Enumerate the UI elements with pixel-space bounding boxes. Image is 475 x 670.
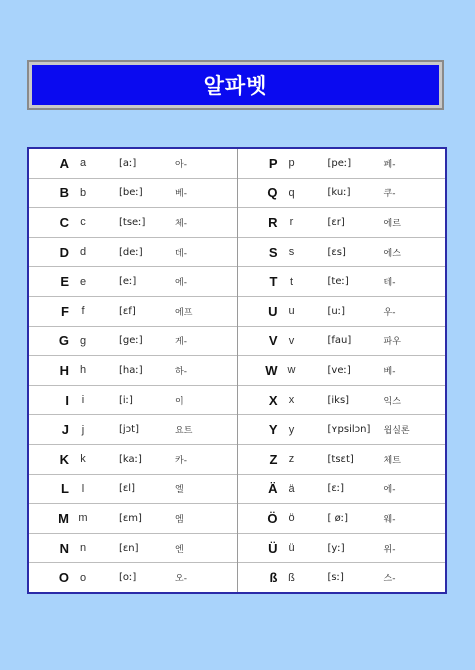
korean-reading: 위- xyxy=(383,544,396,555)
uppercase-letter: Z xyxy=(269,451,278,467)
pronunciation: [ɛf] xyxy=(119,305,136,317)
uppercase-letter: M xyxy=(58,510,69,526)
uppercase-letter: H xyxy=(59,362,69,378)
pronunciation: [sː] xyxy=(327,572,344,584)
pronunciation: [fau] xyxy=(327,335,352,347)
lowercase-letter: c xyxy=(80,216,86,229)
korean-reading: 쿠- xyxy=(383,189,396,200)
korean-reading: 하- xyxy=(175,366,187,377)
uppercase-letter: V xyxy=(268,333,278,349)
korean-reading: 데- xyxy=(175,248,187,259)
uppercase-letter: X xyxy=(268,392,278,408)
korean-reading: 아- xyxy=(175,159,187,170)
uppercase-letter: E xyxy=(60,274,69,290)
table-row xyxy=(29,179,237,209)
pronunciation: [geː] xyxy=(119,335,143,347)
pronunciation: [ øː] xyxy=(327,512,348,524)
korean-reading: 베- xyxy=(383,366,396,377)
pronunciation: [jɔt] xyxy=(119,424,139,436)
title-frame xyxy=(27,60,444,110)
pronunciation: [ɛː] xyxy=(327,483,345,495)
lowercase-letter: y xyxy=(288,423,295,436)
pronunciation: [oː] xyxy=(119,572,137,584)
pronunciation: [eː] xyxy=(119,276,137,288)
table-row xyxy=(238,475,446,505)
table-row xyxy=(238,415,446,445)
pronunciation: [aː] xyxy=(119,157,137,169)
korean-reading: 게- xyxy=(175,337,187,348)
table-row xyxy=(238,238,446,268)
lowercase-letter: t xyxy=(289,275,294,288)
table-row xyxy=(238,504,446,534)
table-row xyxy=(238,563,446,592)
lowercase-letter: b xyxy=(79,186,87,199)
table-row xyxy=(29,386,237,416)
uppercase-letter: S xyxy=(268,244,278,260)
pronunciation: [tsɛt] xyxy=(327,453,354,465)
lowercase-letter: r xyxy=(289,216,294,229)
korean-reading: 체트 xyxy=(383,455,401,466)
uppercase-letter: Ö xyxy=(267,510,278,526)
pronunciation: [tseː] xyxy=(119,216,146,228)
table-row xyxy=(29,445,237,475)
lowercase-letter: x xyxy=(288,394,295,407)
korean-reading: 체- xyxy=(175,218,187,229)
lowercase-letter: h xyxy=(79,364,87,377)
korean-reading: 우- xyxy=(383,307,396,318)
pronunciation: [ɛl] xyxy=(119,483,135,495)
table-row xyxy=(238,534,446,564)
pronunciation: [ɛn] xyxy=(119,542,139,554)
korean-reading: 윕실론 xyxy=(383,426,410,437)
table-row xyxy=(238,327,446,357)
korean-reading: 엠 xyxy=(175,514,184,525)
table-row xyxy=(29,475,237,505)
table-row xyxy=(29,504,237,534)
lowercase-letter: i xyxy=(81,394,85,407)
table-row xyxy=(29,149,237,179)
korean-reading: 엘 xyxy=(175,485,184,496)
alphabet-column-right xyxy=(237,149,446,592)
korean-reading: 엔 xyxy=(175,544,184,555)
korean-reading: 익스 xyxy=(383,396,401,407)
uppercase-letter: F xyxy=(61,303,69,319)
table-row xyxy=(238,445,446,475)
table-row xyxy=(238,208,446,238)
page-title: 알파벳 xyxy=(203,74,268,98)
uppercase-letter: C xyxy=(59,214,69,230)
pronunciation: [yː] xyxy=(327,542,345,554)
lowercase-letter: s xyxy=(288,246,295,259)
uppercase-letter: R xyxy=(268,214,278,230)
lowercase-letter: ß xyxy=(288,571,295,584)
uppercase-letter: J xyxy=(61,422,69,438)
uppercase-letter: Ä xyxy=(268,481,278,497)
korean-reading: 에프 xyxy=(175,307,193,318)
pronunciation: [ɛm] xyxy=(119,512,142,524)
lowercase-letter: z xyxy=(288,453,295,466)
korean-reading: 에르 xyxy=(383,218,401,229)
lowercase-letter: ö xyxy=(288,512,295,525)
uppercase-letter: A xyxy=(59,155,69,171)
uppercase-letter: T xyxy=(269,274,278,290)
korean-reading: 테- xyxy=(383,278,396,289)
uppercase-letter: P xyxy=(268,155,278,171)
korean-reading: 이 xyxy=(175,396,184,407)
uppercase-letter: ß xyxy=(269,570,278,586)
korean-reading: 요트 xyxy=(175,426,193,437)
table-row xyxy=(238,179,446,209)
korean-reading: 에- xyxy=(383,485,396,496)
uppercase-letter: B xyxy=(59,185,69,201)
korean-reading: 카- xyxy=(175,455,187,466)
pronunciation: [haː] xyxy=(119,364,143,376)
pronunciation: [iː] xyxy=(119,394,133,406)
korean-reading: 스- xyxy=(383,574,396,585)
lowercase-letter: a xyxy=(79,157,87,170)
uppercase-letter: D xyxy=(59,244,69,260)
korean-reading: 베- xyxy=(175,189,187,200)
table-row xyxy=(238,297,446,327)
alphabet-column-left xyxy=(29,149,237,592)
uppercase-letter: L xyxy=(61,481,69,497)
pronunciation: [kuː] xyxy=(327,187,351,199)
lowercase-letter: e xyxy=(79,275,87,288)
table-row xyxy=(29,563,237,592)
table-row xyxy=(238,267,446,297)
table-row xyxy=(29,327,237,357)
korean-reading: 파우 xyxy=(383,337,401,348)
table-row xyxy=(238,386,446,416)
lowercase-letter: l xyxy=(81,482,85,495)
uppercase-letter: K xyxy=(59,451,69,467)
table-row xyxy=(238,149,446,179)
table-row xyxy=(29,356,237,386)
uppercase-letter: I xyxy=(65,392,69,408)
pronunciation: [iks] xyxy=(327,394,350,406)
lowercase-letter: n xyxy=(79,542,87,555)
table-row xyxy=(29,238,237,268)
pronunciation: [ɛr] xyxy=(327,216,345,228)
lowercase-letter: d xyxy=(79,246,87,259)
pronunciation: [peː] xyxy=(327,157,352,169)
lowercase-letter: ä xyxy=(288,482,295,495)
uppercase-letter: W xyxy=(265,362,278,378)
uppercase-letter: O xyxy=(58,570,69,586)
korean-reading: 페- xyxy=(383,159,396,170)
lowercase-letter: f xyxy=(81,305,85,318)
lowercase-letter: u xyxy=(288,305,295,318)
uppercase-letter: U xyxy=(268,303,278,319)
pronunciation: [kaː] xyxy=(119,453,142,465)
pronunciation: [uː] xyxy=(327,305,346,317)
pronunciation: [teː] xyxy=(327,276,349,288)
pronunciation: [beː] xyxy=(119,187,143,199)
pronunciation: [ɛs] xyxy=(327,246,346,258)
korean-reading: 웨- xyxy=(383,514,396,525)
lowercase-letter: j xyxy=(81,423,85,436)
lowercase-letter: ü xyxy=(288,542,295,555)
table-row xyxy=(238,356,446,386)
pronunciation: [ʏpsilɔn] xyxy=(327,424,371,436)
korean-reading: 오- xyxy=(175,574,187,585)
alphabet-table xyxy=(27,147,447,594)
title-banner xyxy=(32,65,439,105)
lowercase-letter: w xyxy=(287,364,296,377)
uppercase-letter: N xyxy=(59,540,69,556)
pronunciation: [veː] xyxy=(327,364,351,376)
lowercase-letter: p xyxy=(288,157,295,170)
pronunciation: [deː] xyxy=(119,246,143,258)
lowercase-letter: m xyxy=(78,512,88,525)
uppercase-letter: G xyxy=(58,333,69,349)
uppercase-letter: Q xyxy=(267,185,278,201)
table-row xyxy=(29,297,237,327)
lowercase-letter: g xyxy=(79,334,87,347)
table-row xyxy=(29,415,237,445)
korean-reading: 에- xyxy=(175,278,187,289)
uppercase-letter: Y xyxy=(268,422,278,438)
lowercase-letter: q xyxy=(288,186,295,199)
table-row xyxy=(29,267,237,297)
lowercase-letter: o xyxy=(79,571,87,584)
korean-reading: 에스 xyxy=(383,248,401,259)
lowercase-letter: v xyxy=(288,334,295,347)
table-row xyxy=(29,534,237,564)
lowercase-letter: k xyxy=(80,453,86,466)
uppercase-letter: Ü xyxy=(268,540,278,556)
table-row xyxy=(29,208,237,238)
